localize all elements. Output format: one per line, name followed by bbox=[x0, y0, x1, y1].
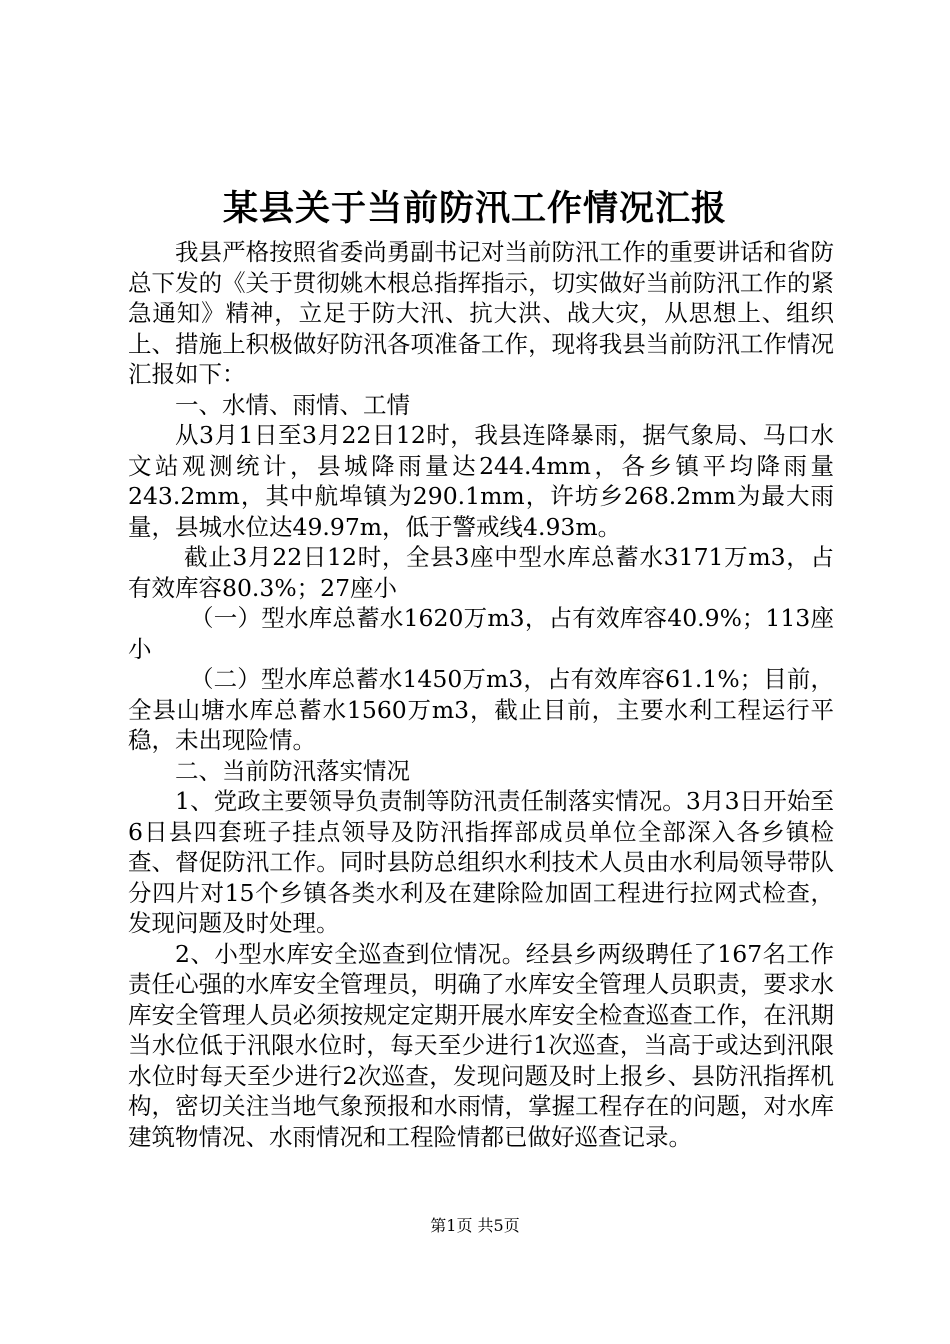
reservoir-paragraph: 截止3月22日12时，全县3座中型水库总蓄水3171万m3，占有效库容80.3%；27座小 bbox=[128, 543, 834, 602]
intro-paragraph: 我县严格按照省委尚勇副书记对当前防汛工作的重要讲话和省防总下发的《关于贯彻姚木根总指挥指示，切实做好当前防汛工作的紧急通知》精神，立足于防大汛、抗大洪、战大灾，从思想上、组织上、措施上积极做好防汛各项准备工作，现将我县当前防汛工作情况汇报如下： bbox=[128, 238, 834, 388]
responsibility-paragraph: 1、党政主要领导负责制等防汛责任制落实情况。3月3日开始至6日县四套班子挂点领导及防汛指挥部成员单位全部深入各乡镇检查、督促防汛工作。同时县防总组织水利技术人员由水利局领导带队分四片对15个乡镇各类水利及在建除险加固工程进行拉网式检查，发现问题及时处理。 bbox=[128, 787, 834, 937]
section-heading-1: 一、水情、雨情、工情 bbox=[175, 390, 410, 419]
reservoir-small-2-paragraph: （二）型水库总蓄水1450万m3，占有效库容61.1%；目前，全县山塘水库总蓄水1560万m3，截止目前，主要水利工程运行平稳，未出现险情。 bbox=[128, 665, 834, 754]
section-heading-2: 二、当前防汛落实情况 bbox=[175, 756, 410, 785]
reservoir-small-1-paragraph: （一）型水库总蓄水1620万m3，占有效库容40.9%；113座小 bbox=[128, 604, 834, 663]
document-body bbox=[128, 237, 834, 1152]
page-footer: 第1页 共5页 bbox=[430, 1216, 520, 1235]
document-title: 某县关于当前防汛工作情况汇报 bbox=[222, 188, 727, 229]
patrol-paragraph: 2、小型水库安全巡查到位情况。经县乡两级聘任了167名工作责任心强的水库安全管理员，明确了水库安全管理人员职责，要求水库安全管理人员必须按规定定期开展水库安全检查巡查工作，在汛期当水位低于汛限水位时，每天至少进行1次巡查，当高于或达到汛限水位时每天至少进行2次巡查，发现问题及时上报乡、县防汛指挥机构，密切关注当地气象预报和水雨情，掌握工程存在的问题，对水库建筑物情况、水雨情况和工程险情都已做好巡查记录。 bbox=[128, 939, 834, 1151]
rainfall-paragraph: 从3月1日至3月22日12时，我县连降暴雨，据气象局、马口水文站观测统计，县城降雨量达244.4mm，各乡镇平均降雨量243.2mm，其中航埠镇为290.1mm，许坊乡268.2mm为最大雨量，县城水位达49.97m，低于警戒线4.93m。 bbox=[128, 421, 834, 541]
